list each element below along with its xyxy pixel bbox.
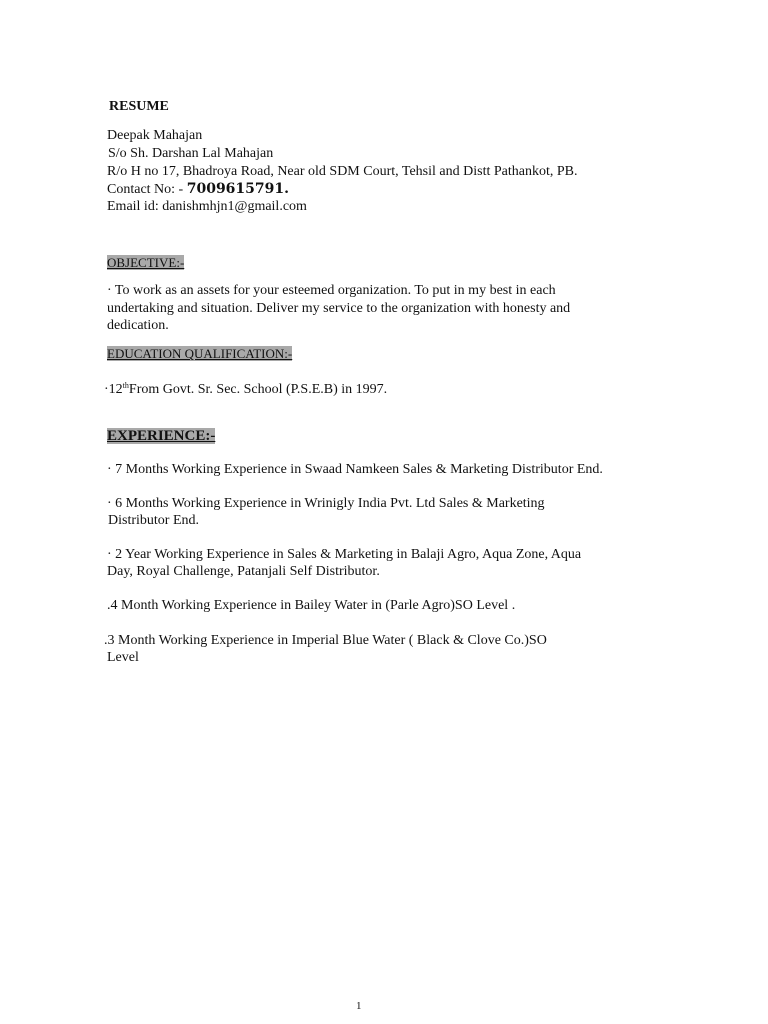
objective-heading-text: OBJECTIVE:- [107, 255, 185, 270]
email: Email id: danishmhjn1@gmail.com [107, 199, 307, 214]
experience-heading-text: EXPERIENCE:- [107, 428, 216, 444]
experience-item-4: .4 Month Working Experience in Bailey Water in (Parle Agro)SO Level . [107, 598, 516, 613]
education-item [104, 381, 387, 398]
education-heading-text: EDUCATION QUALIFICATION:- [107, 346, 293, 361]
candidate-name: Deepak Mahajan [107, 128, 203, 143]
objective-heading [107, 255, 184, 271]
experience-item-5-line-1: .3 Month Working Experience in Imperial Blue Water ( Black & Clove Co.)SO [104, 633, 547, 648]
objective-line-3: dedication. [107, 318, 169, 333]
education-prefix: ·12 [104, 382, 123, 397]
experience-item-2-line-1: · 6 Months Working Experience in Wrinigly India Pvt. Ltd Sales & Marketing [107, 496, 545, 511]
experience-item-3-line-1: · 2 Year Working Experience in Sales & Marketing in Balaji Agro, Aqua Zone, Aqua [107, 547, 582, 562]
objective-line-1: · To work as an assets for your esteemed organization. To put in my best in each [107, 283, 556, 298]
experience-item-1: · 7 Months Working Experience in Swaad Namkeen Sales & Marketing Distributor End. [107, 462, 603, 477]
objective-line-2: undertaking and situation. Deliver my service to the organization with honesty and [107, 301, 571, 316]
contact-line [107, 181, 289, 198]
page-number: 1 [356, 1000, 362, 1012]
education-superscript: th [122, 381, 129, 390]
document-title: RESUME [109, 99, 169, 114]
parent-name: S/o Sh. Darshan Lal Mahajan [108, 146, 274, 161]
experience-heading [107, 427, 215, 445]
experience-item-2-line-2: Distributor End. [108, 513, 199, 528]
contact-label: Contact No: - [107, 182, 187, 197]
experience-item-3-line-2: Day, Royal Challenge, Patanjali Self Distributor. [107, 564, 380, 579]
contact-number: 7009615791. [186, 181, 290, 197]
experience-item-5-line-2: Level [107, 650, 139, 665]
address: R/o H no 17, Bhadroya Road, Near old SDM Court, Tehsil and Distt Pathankot, PB. [107, 164, 578, 179]
education-detail: From Govt. Sr. Sec. School (P.S.E.B) in 1997. [128, 382, 388, 397]
education-heading [107, 346, 292, 362]
